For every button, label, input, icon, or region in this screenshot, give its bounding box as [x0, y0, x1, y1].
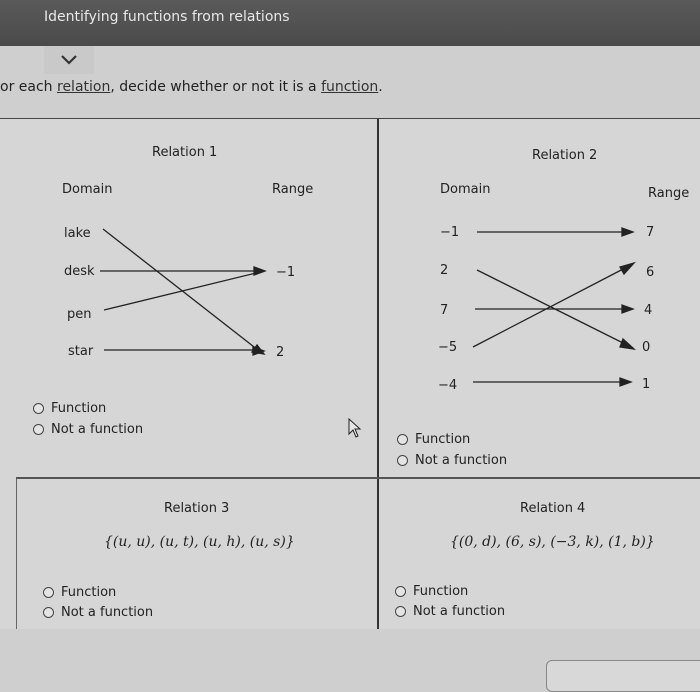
- relation2-arrowhead: [620, 339, 634, 349]
- radio-button[interactable]: [397, 434, 408, 445]
- relation2-range-item: 0: [642, 340, 651, 355]
- radio-button[interactable]: [395, 586, 406, 597]
- relation-link[interactable]: relation: [57, 79, 111, 95]
- relation4-not-function-option[interactable]: Not a function: [395, 604, 505, 619]
- relation2-arrowhead: [622, 228, 633, 236]
- relation2-range-item: 1: [642, 377, 651, 392]
- relation1-arrow: [104, 273, 256, 310]
- relation2-domain-item: −4: [438, 378, 458, 393]
- relation2-domain-item: −5: [438, 340, 458, 355]
- bottom-button[interactable]: [546, 660, 700, 692]
- radio-button[interactable]: [33, 403, 44, 414]
- relation1-domain-label: Domain: [62, 182, 113, 197]
- relation4-function-option[interactable]: Function: [395, 584, 468, 599]
- relation1-arrowhead: [254, 267, 265, 275]
- relation1-domain-item: lake: [64, 226, 91, 241]
- relation2-domain-item: 2: [440, 263, 449, 278]
- relation1-function-option[interactable]: Function: [33, 401, 106, 416]
- header-bar: [0, 0, 700, 46]
- chevron-down-icon: [60, 54, 78, 66]
- relation4-set: {(0, d), (6, s), (−3, k), (1, b)}: [450, 534, 655, 550]
- relation2-range-item: 6: [646, 265, 655, 280]
- relation2-function-option[interactable]: Function: [397, 432, 470, 447]
- relation1-domain-item: desk: [64, 264, 95, 279]
- relation4-title: Relation 4: [520, 501, 586, 516]
- relation1-mapping: [0, 119, 377, 379]
- relation2-mapping: [377, 119, 700, 409]
- radio-button[interactable]: [43, 587, 54, 598]
- page-title: Identifying functions from relations: [44, 9, 290, 25]
- relation2-title: Relation 2: [532, 148, 598, 163]
- relation2-not-function-option[interactable]: Not a function: [397, 453, 507, 468]
- radio-button[interactable]: [395, 606, 406, 617]
- radio-button[interactable]: [397, 455, 408, 466]
- relation2-range-item: 4: [644, 303, 653, 318]
- relation1-range-item: −1: [276, 265, 296, 280]
- relation2-domain-item: −1: [440, 225, 460, 240]
- relation3-function-option[interactable]: Function: [43, 585, 116, 600]
- relation1-domain-item: pen: [67, 307, 92, 322]
- relation2-range-label: Range: [648, 186, 690, 201]
- instructions: or each relation, decide whether or not it is a function.: [0, 79, 383, 95]
- relation2-domain-label: Domain: [440, 182, 491, 197]
- radio-button[interactable]: [43, 607, 54, 618]
- relation3-not-function-option[interactable]: Not a function: [43, 605, 153, 620]
- collapse-tab[interactable]: [44, 46, 94, 74]
- relation3-set: {(u, u), (u, t), (u, h), (u, s)}: [104, 534, 295, 550]
- relation1-title: Relation 1: [152, 145, 218, 160]
- relation1-arrow: [103, 229, 258, 350]
- relation1-range-label: Range: [272, 182, 314, 197]
- relation3-title: Relation 3: [164, 501, 230, 516]
- relation2-arrowhead: [622, 305, 633, 313]
- relations-panel: [0, 118, 700, 629]
- relation2-domain-item: 7: [440, 303, 449, 318]
- radio-button[interactable]: [33, 424, 44, 435]
- relation2-arrowhead: [620, 263, 634, 274]
- horizontal-divider: [16, 477, 700, 479]
- mouse-cursor-icon: [348, 418, 362, 440]
- relation2-arrowhead: [620, 378, 631, 386]
- relation1-not-function-option[interactable]: Not a function: [33, 422, 143, 437]
- relation1-range-item: 2: [276, 345, 285, 360]
- function-link[interactable]: function: [321, 79, 379, 95]
- left-border: [16, 479, 17, 629]
- relation1-domain-item: star: [68, 344, 94, 359]
- relation2-range-item: 7: [646, 225, 655, 240]
